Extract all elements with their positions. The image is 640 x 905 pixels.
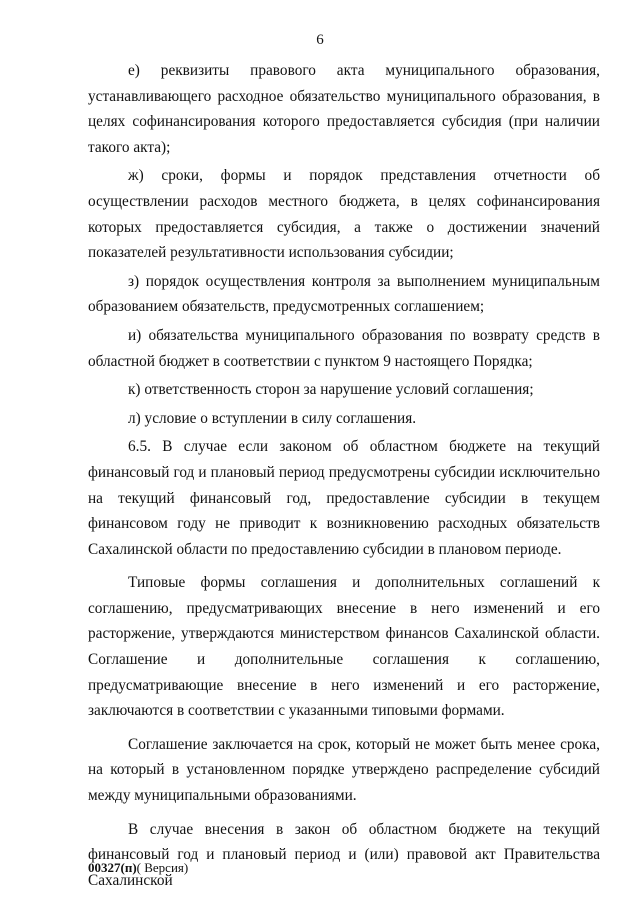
paragraph-typical-forms: Типовые формы соглашения и дополнительных соглашений к соглашению, предусматривающих внесение в него изменений и его расторжение, утверждаются министерством финансов Сахалинской области. Соглашение и дополнительные соглашения к соглашению, предусматривающие внесение в него изменений и его расторжение, заключаются в соответствии с указанными типовыми формами.	[88, 574, 600, 720]
paragraph-item-i: и) обязательства муниципального образования по возврату средств в областной бюджет в соответствии с пунктом 9 настоящего Порядка;	[88, 326, 600, 370]
paragraph-item-zh: ж) сроки, формы и порядок представления отчетности об осуществлении расходов местного бюджета, в целях софинансирования которых предоставляется субсидия, а также о достижении значений показателей результативности использования субсидии;	[88, 167, 600, 262]
paragraph-item-z: з) порядок осуществления контроля за выполнением муниципальным образованием обязательств, предусмотренных соглашением;	[88, 272, 600, 316]
document-code: 00327(п)	[88, 860, 137, 875]
document-footer	[88, 860, 188, 876]
paragraph-amendments: В случае внесения в закон об областном бюджете на текущий финансовый год и плановый период и (или) правовой акт Правительства Сахалинской	[88, 820, 600, 889]
document-version: ( Версия)	[136, 860, 189, 875]
paragraph-item-e: е) реквизиты правового акта муниципального образования, устанавливающего расходное обязательство муниципального образования, в целях софинансирования которого предоставляется субсидия (при наличии такого акта);	[88, 62, 600, 156]
paragraph-item-l: л) условие о вступлении в силу соглашения.	[128, 409, 417, 427]
paragraph-item-k: к) ответственность сторон за нарушение условий соглашения;	[128, 381, 534, 399]
paragraph-agreement-term: Соглашение заключается на срок, который не может быть менее срока, на который в установленном порядке утверждено распределение субсидий между муниципальными образованиями.	[88, 735, 600, 805]
paragraph-6-5: 6.5. В случае если законом об областном бюджете на текущий финансовый год и плановый период предусмотрены субсидии исключительно на текущий финансовый год, предоставление субсидии в текущем финансовом году не приводит к возникновению расходных обязательств Сахалинской области по предоставлению субсидии в плановом периоде.	[88, 438, 600, 558]
document-body	[88, 58, 600, 896]
page-number: 6	[316, 32, 324, 48]
